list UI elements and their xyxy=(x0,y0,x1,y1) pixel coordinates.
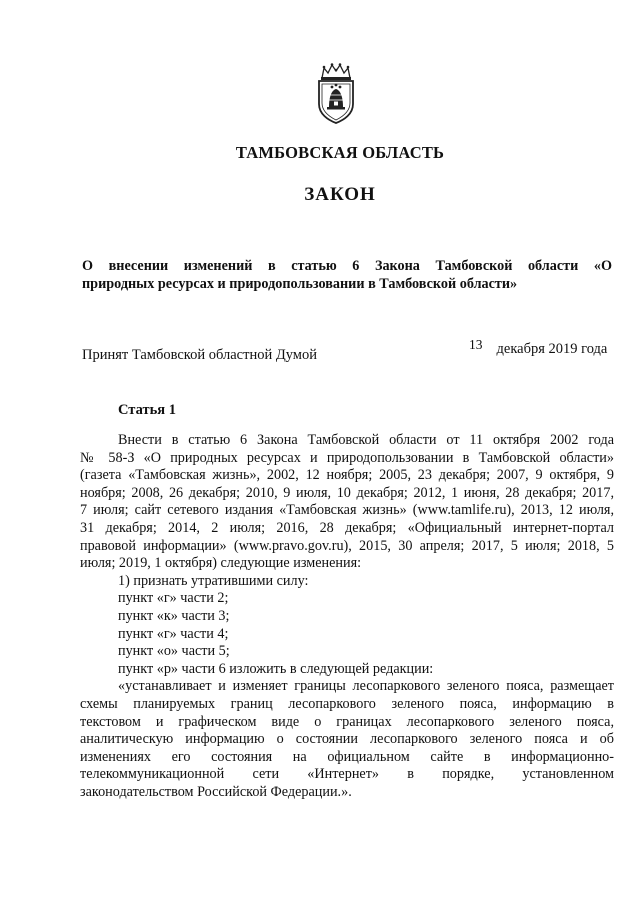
region-title: ТАМБОВСКАЯ ОБЛАСТЬ xyxy=(235,143,445,162)
subject-line: О внесении изменений в статью 6 Закона Тамбовской области «О xyxy=(82,258,612,274)
law-subject-title xyxy=(82,257,612,293)
article-body xyxy=(80,432,614,801)
subject-line: природных ресурсах и природопользовании в Тамбовской области» xyxy=(82,276,518,292)
document-type-title: ЗАКОН xyxy=(304,184,376,205)
body-line: пункт «к» части 3; xyxy=(118,607,230,624)
body-line: пункт «г» части 4; xyxy=(118,625,229,642)
body-line: июля; 2019, 1 октября) следующие изменения: xyxy=(80,555,362,572)
body-line: 1) признать утратившими силу: xyxy=(118,572,309,589)
body-line: Внести в статью 6 Закона Тамбовской области от 11 октября 2002 года xyxy=(118,432,614,448)
body-line: текстовом и графическом виде о границах лесопаркового зеленого пояса, xyxy=(80,713,614,730)
body-line: ноября; 2008, 26 декабря; 2010, 9 июля, 10 декабря; 2012, 1 июня, 28 декабря; 2017, xyxy=(80,484,614,501)
body-line: пункт «г» части 2; xyxy=(118,590,229,607)
adoption-month-year: декабря 2019 года xyxy=(496,341,608,357)
body-line: (газета «Тамбовская жизнь», 2002, 12 ноября; 2005, 23 декабря; 2007, 9 октября, 9 xyxy=(80,467,614,484)
adoption-day: 13 xyxy=(469,337,483,352)
adoption-date xyxy=(469,337,608,358)
body-line: правовой информации» (www.pravo.gov.ru), 2015, 30 апреля; 2017, 5 июля; 2018, 5 xyxy=(80,537,614,554)
body-line: 31 декабря; 2014, 2 июля; 2016, 28 декабря; «Официальный интернет-портал xyxy=(80,519,614,536)
body-line: схемы планируемых границ лесопаркового зеленого пояса, информацию в xyxy=(80,695,614,712)
body-line: законодательством Российской Федерации.». xyxy=(80,783,352,800)
body-line: пункт «о» части 5; xyxy=(118,643,230,660)
body-line: пункт «р» части 6 изложить в следующей редакции: xyxy=(118,660,434,677)
coat-of-arms-icon xyxy=(312,62,360,126)
body-line: «устанавливает и изменяет границы лесопаркового зеленого пояса, размещает xyxy=(118,678,614,695)
body-line: 7 июля; сайт сетевого издания «Тамбовская жизнь» (www.tamlife.ru), 2013, 12 июля, xyxy=(80,502,614,519)
body-line: № 58-З «О природных ресурсах и природопользовании в Тамбовской области» xyxy=(80,449,614,466)
body-line: телекоммуникационной сети «Интернет» в порядке, установленном xyxy=(80,766,614,783)
body-line: аналитическую информацию о состоянии лесопаркового зеленого пояса и об xyxy=(80,731,614,748)
article-title: Статья 1 xyxy=(118,402,176,418)
body-line: изменениях его состояния на официальном сайте в информационно- xyxy=(80,748,614,765)
adopted-by-text: Принят Тамбовской областной Думой xyxy=(82,347,317,363)
